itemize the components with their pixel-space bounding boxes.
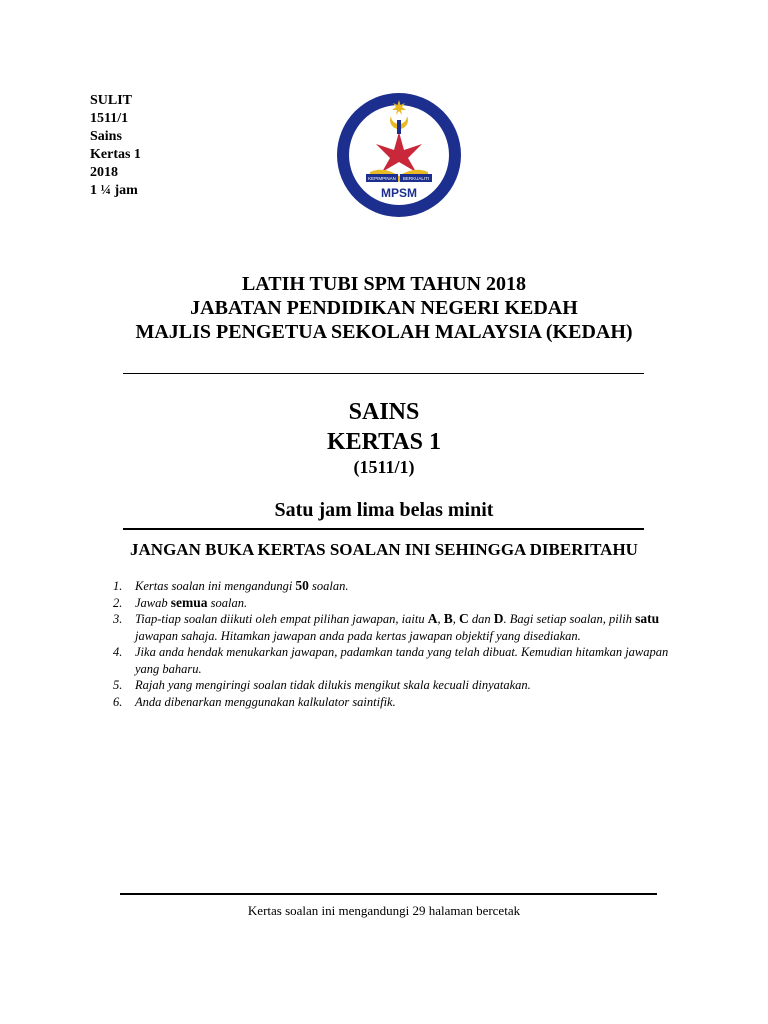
subject-name: SAINS [348, 399, 420, 425]
instruction-number: 4. [113, 645, 123, 659]
divider [123, 373, 644, 374]
instruction-text: soalan. [207, 595, 248, 610]
instruction-item [100, 595, 690, 612]
instruction-item [100, 644, 690, 677]
instruction-text: Tiap-tiap soalan diikuti oleh empat pilihan jawapan, iaitu [135, 612, 428, 626]
instruction-emphasis: D [493, 611, 504, 626]
paper-header [90, 92, 141, 200]
instruction-number: 1. [113, 579, 123, 593]
instruction-number: 6. [113, 694, 123, 709]
duration: Satu jam lima belas minit [274, 499, 494, 521]
exam-title-line: LATIH TUBI SPM TAHUN 2018 [241, 273, 527, 295]
exam-title-block [0, 272, 768, 344]
instruction-text: soalan. [308, 579, 349, 593]
instruction-item [100, 694, 690, 711]
instruction-text: . Bagi setiap soalan, pilih [503, 612, 636, 626]
header-line: SULIT [90, 93, 133, 108]
instruction-emphasis: B [443, 611, 453, 626]
instruction-emphasis: semua [170, 594, 208, 610]
instruction-item [100, 677, 690, 694]
divider [123, 528, 644, 530]
instruction-text: Rajah yang mengiringi soalan tidak dilukis mengikut skala kecuali dinyatakan. [135, 678, 531, 692]
instruction-emphasis: 50 [295, 578, 309, 593]
paper-name: KERTAS 1 [326, 429, 442, 455]
header-line: Sains [90, 129, 122, 144]
warning-notice: JANGAN BUKA KERTAS SOALAN INI SEHINGGA DIBERITAHU [130, 540, 638, 559]
logo-banner-left: KEPIMPINAN [368, 176, 396, 181]
mpsm-logo [336, 92, 462, 218]
instruction-item [100, 611, 690, 644]
organizer-line: MAJLIS PENGETUA SEKOLAH MALAYSIA (KEDAH) [135, 321, 633, 343]
header-line: 1 ¼ jam [90, 183, 138, 198]
header-line: Kertas 1 [90, 147, 141, 162]
instruction-text: Anda dibenarkan menggunakan kalkulator saintifik. [135, 694, 396, 709]
instruction-emphasis: satu [635, 611, 660, 626]
instruction-emphasis: C [458, 611, 469, 626]
instruction-emphasis: A [427, 611, 438, 626]
instruction-item [100, 578, 690, 595]
instruction-text: dan [468, 612, 494, 626]
instruction-number: 5. [113, 678, 123, 692]
instruction-text: Kertas soalan ini mengandungi [135, 579, 296, 593]
header-line: 2018 [90, 165, 118, 180]
paper-code: (1511/1) [353, 457, 415, 477]
header-line: 1511/1 [90, 111, 129, 126]
instruction-text: Jawab [135, 595, 171, 610]
instruction-list [100, 578, 690, 710]
instruction-number: 2. [113, 595, 123, 610]
organizer-line: JABATAN PENDIDIKAN NEGERI KEDAH [190, 297, 578, 319]
instruction-text: jawapan sahaja. Hitamkan jawapan anda pada kertas jawapan objektif yang disediakan. [135, 628, 581, 643]
instruction-text: , [452, 612, 459, 626]
logo-banner-right: BERKUALITI [402, 176, 430, 181]
logo-acronym: MPSM [381, 186, 417, 200]
instruction-text: Jika anda hendak menukarkan jawapan, padamkan tanda yang telah dibuat. Kemudian hitamkan jawapan yang baharu. [135, 645, 669, 676]
instruction-number: 3. [113, 612, 123, 626]
divider [120, 893, 657, 895]
subject-block [0, 397, 768, 457]
page-count-note: Kertas soalan ini mengandungi 29 halaman bercetak [247, 903, 521, 918]
instruction-text: , [437, 612, 444, 626]
pillar-icon [397, 120, 401, 134]
